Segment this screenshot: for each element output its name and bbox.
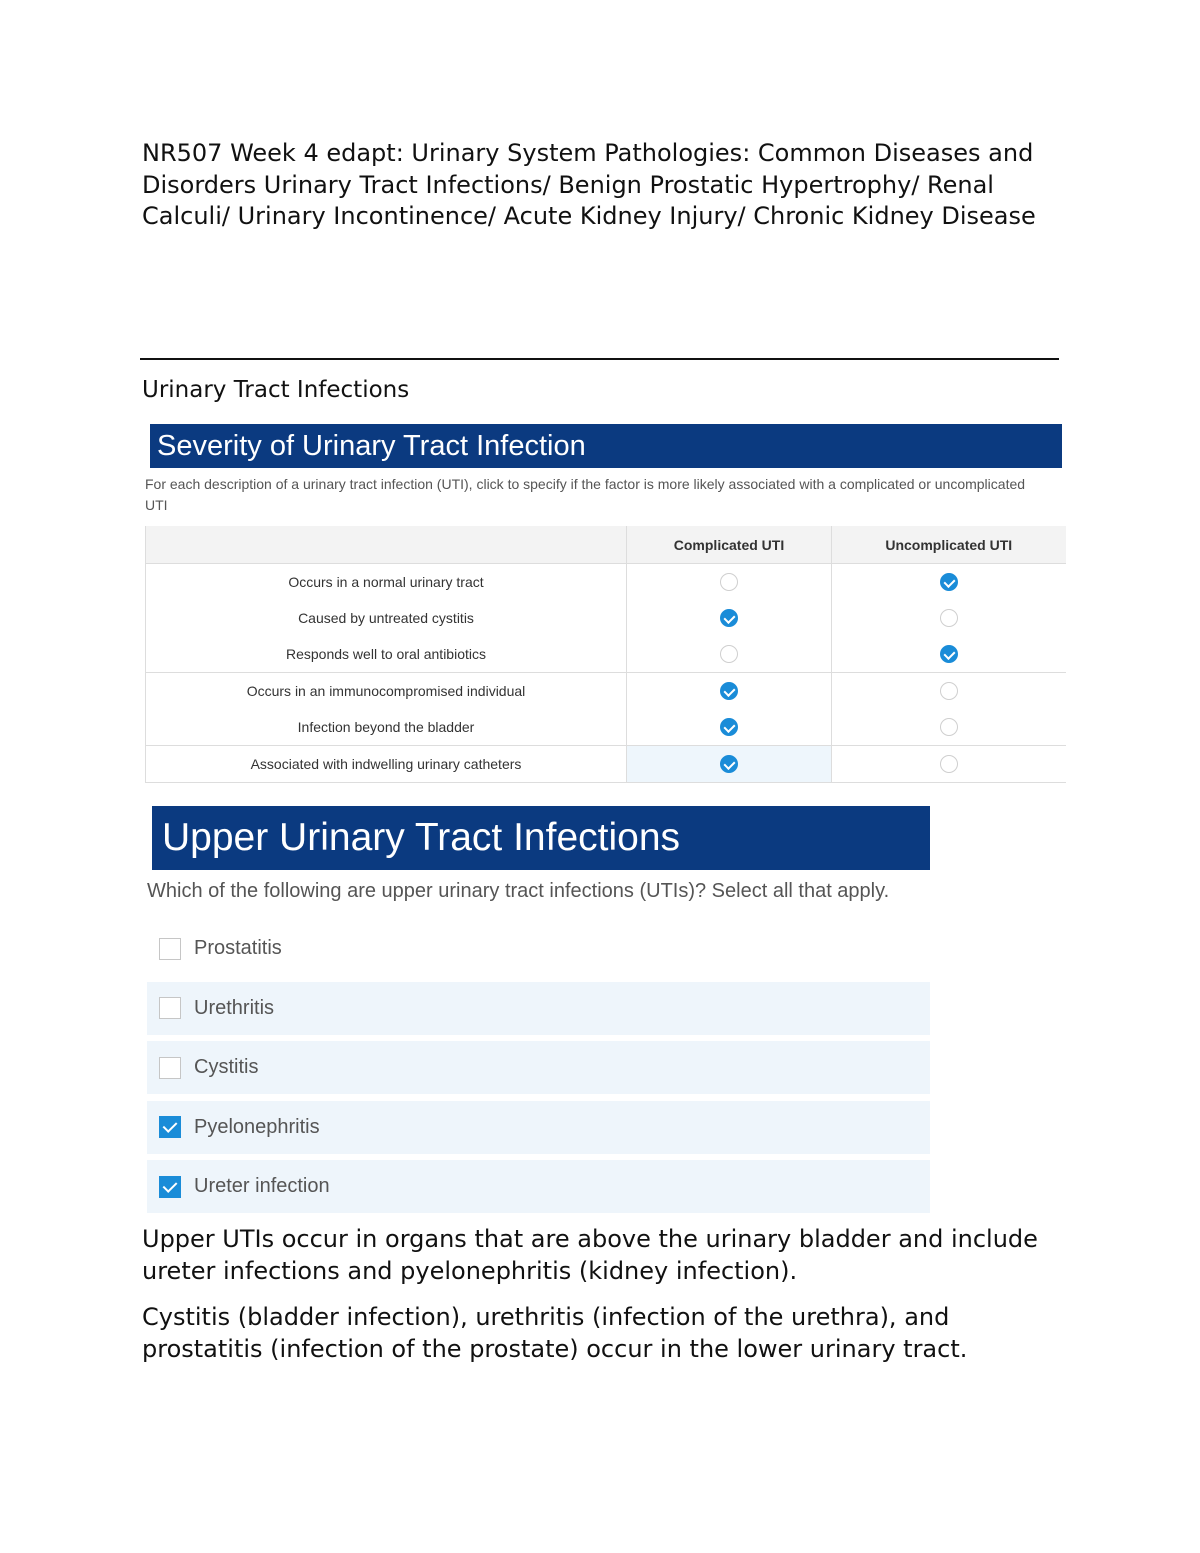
row-label: Associated with indwelling urinary catheters bbox=[146, 746, 627, 783]
table-row bbox=[146, 673, 1066, 710]
uncomplicated-cell bbox=[832, 564, 1066, 601]
complicated-cell bbox=[627, 709, 832, 746]
complicated-radio[interactable] bbox=[720, 755, 738, 773]
column-header-complicated: Complicated UTI bbox=[627, 526, 832, 564]
uncomplicated-radio[interactable] bbox=[940, 718, 958, 736]
complicated-radio[interactable] bbox=[720, 682, 738, 700]
checkbox-icon[interactable] bbox=[159, 1176, 181, 1198]
severity-table bbox=[145, 526, 1066, 783]
option-label: Ureter infection bbox=[194, 1175, 330, 1197]
checkbox-icon[interactable] bbox=[159, 938, 181, 960]
document-title: NR507 Week 4 edapt: Urinary System Pathologies: Common Diseases and Disorders Urinary Tract Infections/ Benign Prostatic Hypertrophy/ Renal Calculi/ Urinary Incontinence/ Acute Kidney Injury/ Chronic Kidney Disease bbox=[142, 139, 1036, 230]
explanation-paragraph-2: Cystitis (bladder infection), urethritis (infection of the urethra), and prostatitis (infection of the prostate) occur in the lower urinary tract. bbox=[142, 1303, 968, 1363]
row-label: Caused by untreated cystitis bbox=[146, 600, 627, 636]
table-row bbox=[146, 746, 1066, 783]
table-row bbox=[146, 709, 1066, 746]
column-header-description bbox=[146, 526, 627, 564]
horizontal-rule bbox=[140, 358, 1059, 360]
uncomplicated-cell bbox=[832, 636, 1066, 673]
checkbox-icon[interactable] bbox=[159, 1057, 181, 1079]
complicated-cell bbox=[627, 564, 832, 601]
checkbox-icon[interactable] bbox=[159, 1116, 181, 1138]
option-label: Urethritis bbox=[194, 996, 275, 1019]
option-list bbox=[147, 922, 930, 1220]
complicated-radio[interactable] bbox=[720, 645, 738, 663]
uncomplicated-radio[interactable] bbox=[940, 682, 958, 700]
complicated-cell bbox=[627, 636, 832, 673]
complicated-radio[interactable] bbox=[720, 609, 738, 627]
table-row bbox=[146, 564, 1066, 601]
option-cystitis[interactable] bbox=[147, 1041, 930, 1094]
uncomplicated-radio[interactable] bbox=[940, 755, 958, 773]
severity-banner: Severity of Urinary Tract Infection bbox=[150, 424, 1062, 468]
complicated-cell bbox=[627, 746, 832, 783]
row-label: Infection beyond the bladder bbox=[146, 709, 627, 746]
uncomplicated-radio[interactable] bbox=[940, 645, 958, 663]
option-urethritis[interactable] bbox=[147, 982, 930, 1035]
column-header-uncomplicated: Uncomplicated UTI bbox=[832, 526, 1066, 564]
complicated-radio[interactable] bbox=[720, 573, 738, 591]
option-label: Cystitis bbox=[194, 1056, 259, 1078]
table-row bbox=[146, 636, 1066, 673]
upper-uti-instruction: Which of the following are upper urinary tract infections (UTIs)? Select all that apply. bbox=[147, 880, 890, 902]
option-prostatitis[interactable] bbox=[147, 922, 930, 975]
explanation-paragraph-1: Upper UTIs occur in organs that are above the urinary bladder and include ureter infections and pyelonephritis (kidney infection). bbox=[142, 1225, 1038, 1285]
table-row bbox=[146, 600, 1066, 636]
option-ureter-infection[interactable] bbox=[147, 1160, 930, 1213]
uncomplicated-cell bbox=[832, 600, 1066, 636]
uncomplicated-radio[interactable] bbox=[940, 609, 958, 627]
severity-instruction: For each description of a urinary tract infection (UTI), click to specify if the factor is more likely associated with a complicated or uncomplicated UTI bbox=[145, 476, 1026, 513]
uncomplicated-radio[interactable] bbox=[940, 573, 958, 591]
row-label: Responds well to oral antibiotics bbox=[146, 636, 627, 673]
uncomplicated-cell bbox=[832, 746, 1066, 783]
option-pyelonephritis[interactable] bbox=[147, 1101, 930, 1154]
complicated-radio[interactable] bbox=[720, 718, 738, 736]
checkbox-icon[interactable] bbox=[159, 997, 181, 1019]
complicated-cell bbox=[627, 600, 832, 636]
uncomplicated-cell bbox=[832, 709, 1066, 746]
uncomplicated-cell bbox=[832, 673, 1066, 710]
table-header-row bbox=[146, 526, 1066, 564]
section-heading: Urinary Tract Infections bbox=[142, 377, 410, 403]
option-label: Prostatitis bbox=[194, 937, 282, 959]
upper-uti-banner: Upper Urinary Tract Infections bbox=[152, 806, 930, 870]
row-label: Occurs in a normal urinary tract bbox=[146, 564, 627, 601]
option-label: Pyelonephritis bbox=[194, 1115, 320, 1138]
complicated-cell bbox=[627, 673, 832, 710]
row-label: Occurs in an immunocompromised individual bbox=[146, 673, 627, 710]
